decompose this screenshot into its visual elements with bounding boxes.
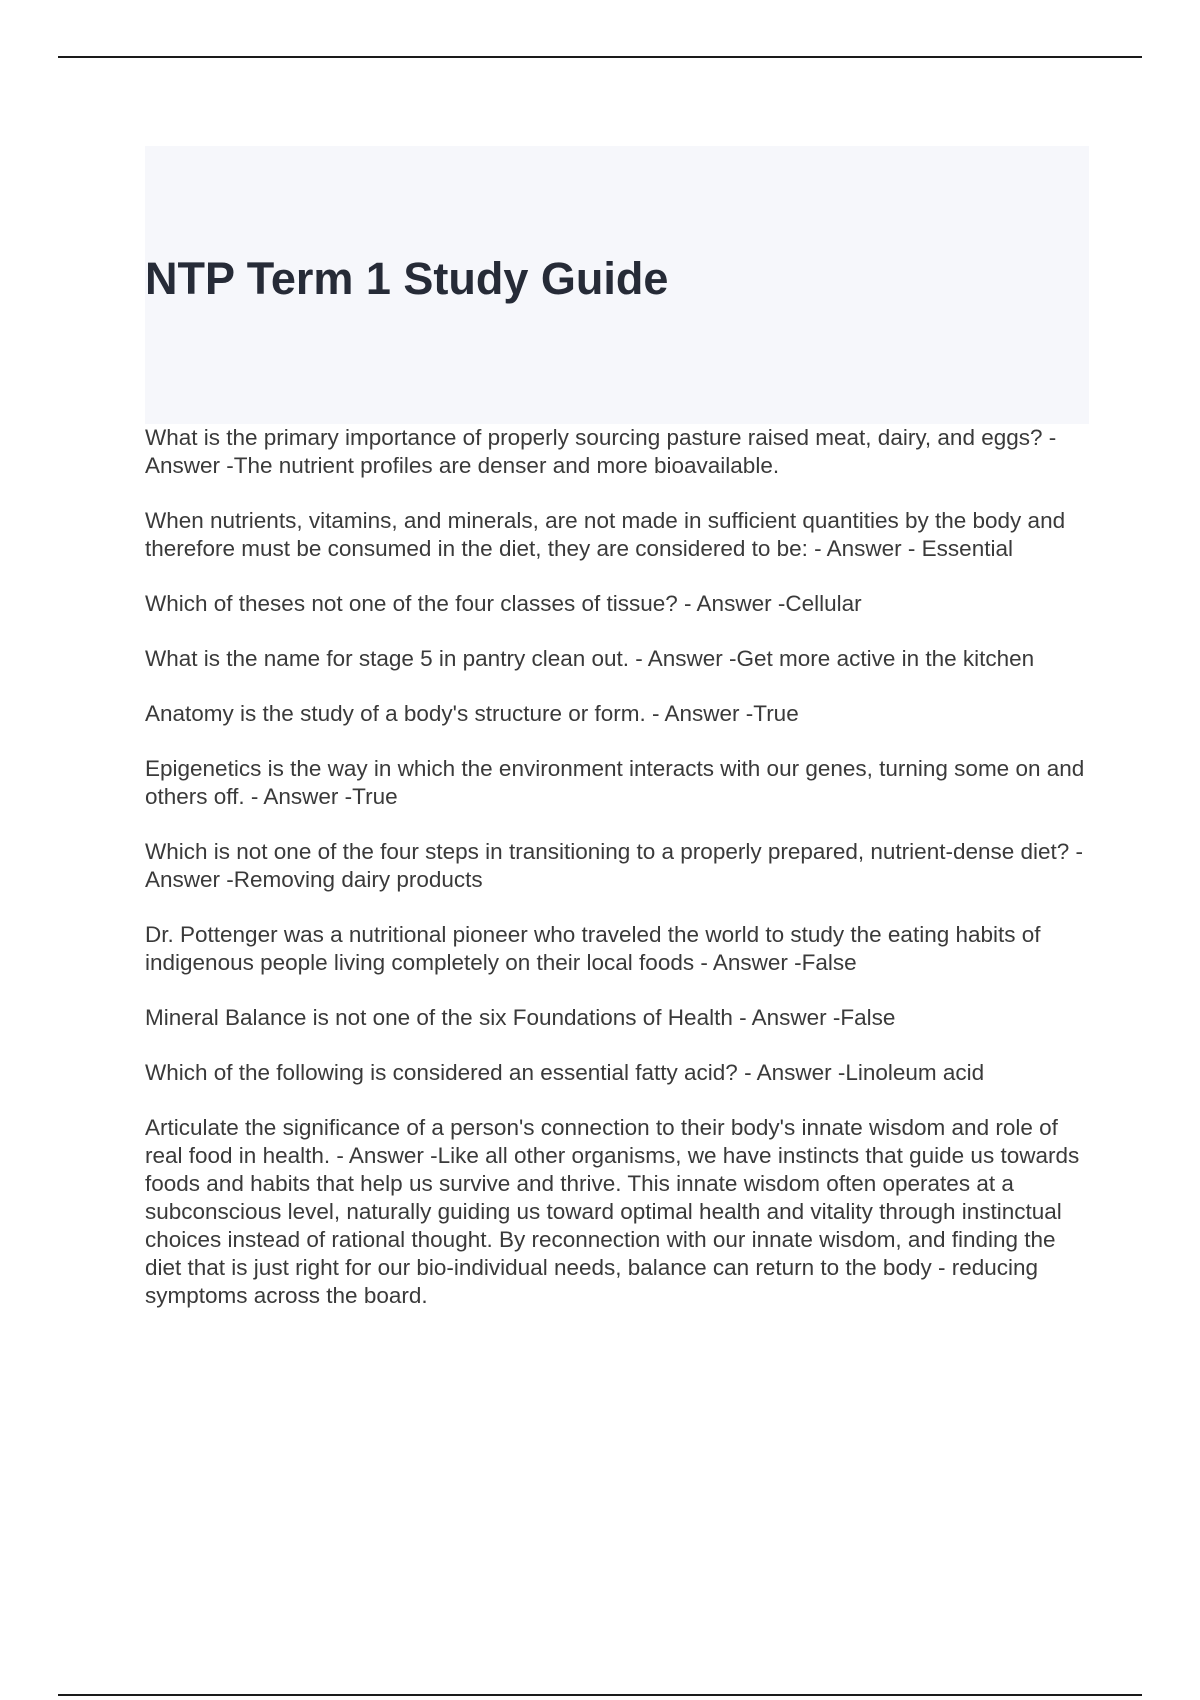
qa-item: What is the name for stage 5 in pantry clean out. - Answer -Get more active in the kitchen bbox=[145, 646, 1035, 671]
qa-item: Dr. Pottenger was a nutritional pioneer who traveled the world to study the eating habits of indigenous people living completely on their local foods - Answer -False bbox=[145, 922, 1041, 975]
qa-item: Anatomy is the study of a body's structure or form. - Answer -True bbox=[145, 701, 799, 726]
qa-item: Which of the following is considered an essential fatty acid? - Answer -Linoleum acid bbox=[145, 1060, 985, 1085]
top-rule bbox=[58, 56, 1142, 58]
qa-list bbox=[145, 424, 1090, 1337]
qa-item: Epigenetics is the way in which the environment interacts with our genes, turning some on and others off. - Answer -True bbox=[145, 756, 1085, 809]
qa-item: Articulate the significance of a person's connection to their body's innate wisdom and role of real food in health. - Answer -Like all other organisms, we have instincts that guide us towards foods and habits that help us survive and thrive. This innate wisdom often operates at a subconscious level, naturally guiding us toward optimal health and vitality through instinctual choices instead of rational thought. By reconnection with our innate wisdom, and finding the diet that is just right for our bio-individual needs, balance can return to the body - reducing symptoms across the board. bbox=[145, 1115, 1080, 1308]
qa-item: Which of theses not one of the four classes of tissue? - Answer -Cellular bbox=[145, 591, 862, 616]
page-title: NTP Term 1 Study Guide bbox=[145, 253, 669, 304]
qa-item: Mineral Balance is not one of the six Foundations of Health - Answer -False bbox=[145, 1005, 896, 1030]
bottom-rule bbox=[58, 1694, 1142, 1696]
qa-item: Which is not one of the four steps in transitioning to a properly prepared, nutrient-dense diet? - Answer -Removing dairy products bbox=[145, 839, 1084, 892]
title-banner bbox=[145, 146, 1089, 424]
qa-item: When nutrients, vitamins, and minerals, are not made in sufficient quantities by the body and therefore must be consumed in the diet, they are considered to be: - Answer - Essential bbox=[145, 508, 1066, 561]
qa-item: What is the primary importance of properly sourcing pasture raised meat, dairy, and eggs? - Answer -The nutrient profiles are denser and more bioavailable. bbox=[145, 425, 1057, 478]
